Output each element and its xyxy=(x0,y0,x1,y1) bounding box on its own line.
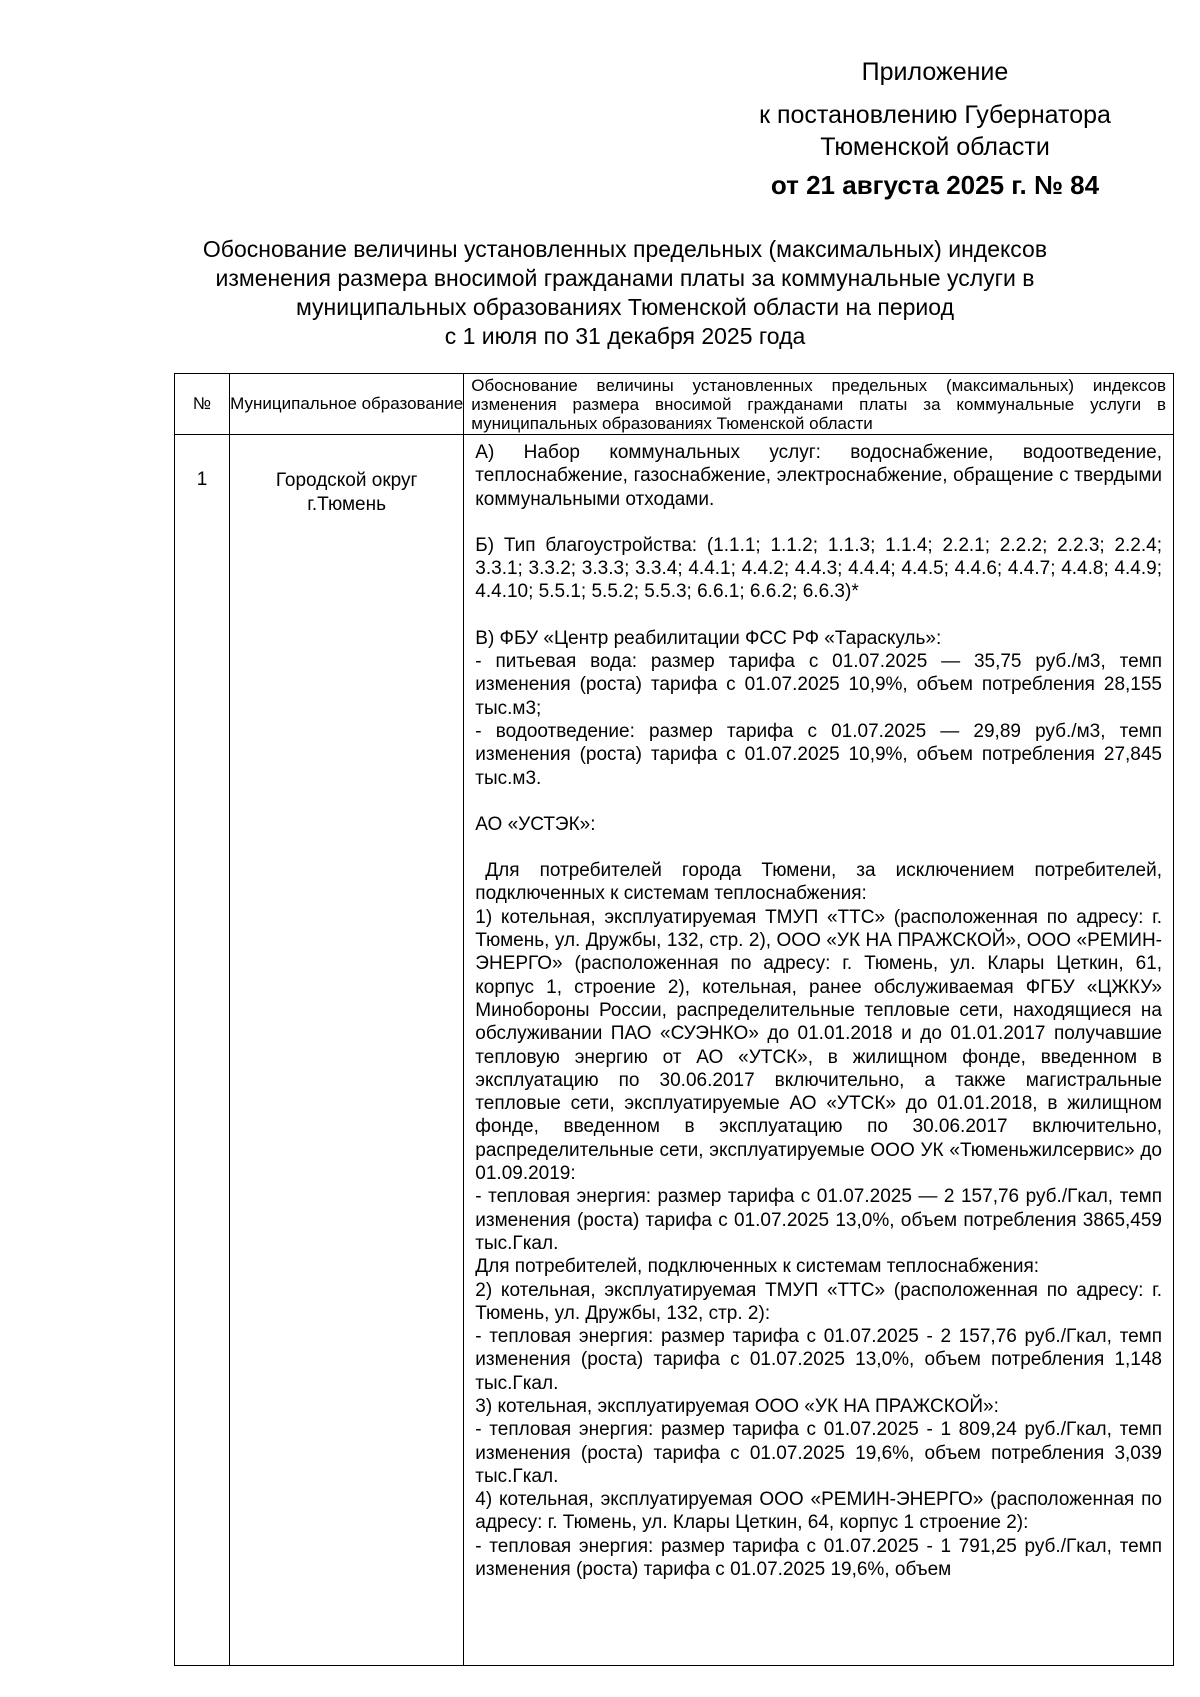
decree-reference xyxy=(700,99,1170,163)
title-line3: муниципальных образованиях Тюменской области на период xyxy=(295,294,954,320)
header-num: № xyxy=(175,374,230,435)
title-line1: Обоснование величины установленных предельных (максимальных) индексов xyxy=(202,236,1048,262)
tariff-wastewater: - водоотведение: размер тарифа с 01.07.2025 — 29,89 руб./м3, темп изменения (роста) тарифа с 01.07.2025 10,9%, объем потребления 27,845 тыс.м3. xyxy=(475,720,1162,789)
utility-services-set: А) Набор коммунальных услуг: водоснабжение, водоотведение, теплоснабжение, газоснабжение, электроснабжение, обращение с твердыми коммунальными отходами. xyxy=(475,442,1162,510)
tariff-heat-4: - тепловая энергия: размер тарифа с 01.07.2025 - 1 791,25 руб./Гкал, темп изменения (роста) тарифа с 01.07.2025 19,6%, объем xyxy=(475,1535,1162,1581)
table-row xyxy=(175,435,1174,1666)
title-line4: с 1 июля по 31 декабря 2025 года xyxy=(444,323,806,349)
provider-ustek: АО «УСТЭК»: xyxy=(475,813,596,835)
boiler-item-2: 2) котельная, эксплуатируемая ТМУП «ТТС» (расположенная по адресу: г. Тюмень, ул. Дружбы, 132, стр. 2): xyxy=(475,1279,1162,1324)
row-number: 1 xyxy=(175,435,230,1666)
header-municipality: Муниципальное образование xyxy=(230,374,464,435)
municipality-line2: г.Тюмень xyxy=(307,494,387,515)
boiler-item-3: 3) котельная, эксплуатируемая ООО «УК НА ПРАЖСКОЙ»: xyxy=(475,1395,999,1417)
document-title xyxy=(180,235,1070,351)
decree-reference-line2: Тюменской области xyxy=(820,133,1050,161)
tariff-heat-3: - тепловая энергия: размер тарифа с 01.07.2025 - 1 809,24 руб./Гкал, темп изменения (роста) тарифа с 01.07.2025 19,6%, объем потребления 3,039 тыс.Гкал. xyxy=(475,1419,1162,1487)
title-line2: изменения размера вносимой гражданами платы за коммунальные услуги в xyxy=(215,265,1035,291)
appendix-label: Приложение xyxy=(861,58,1009,86)
consumers-connected: Для потребителей, подключенных к системам теплоснабжения: xyxy=(475,1256,1040,1278)
header-justification: Обоснование величины установленных предельных (максимальных) индексов изменения размера вносимой гражданами платы за коммунальные услуги в муниципальных образованиях Тюменской области xyxy=(464,374,1174,435)
tariff-heat-2: - тепловая энергия: размер тарифа с 01.07.2025 - 2 157,76 руб./Гкал, темп изменения (роста) тарифа с 01.07.2025 13,0%, объем потребления 1,148 тыс.Гкал. xyxy=(475,1326,1162,1394)
municipality-line1: Городской округ xyxy=(275,470,418,491)
decree-date-number: от 21 августа 2025 г. № 84 xyxy=(770,170,1100,200)
improvement-types: Б) Тип благоустройства: (1.1.1; 1.1.2; 1.1.3; 1.1.4; 2.2.1; 2.2.2; 2.2.3; 2.2.4; 3.3.1; 3.3.2; 3.3.3; 3.3.4; 4.4.1; 4.4.2; 4.4.3; 4.4.4; 4.4.5; 4.4.6; 4.4.7; 4.4.8; 4.4.9; 4.4.10; 5.5.1; 5.5.2; 5.5.3; 6.6.1; 6.6.2; 6.6.3)* xyxy=(475,534,1162,603)
boiler-item-1: 1) котельная, эксплуатируемая ТМУП «ТТС» (расположенная по адресу: г. Тюмень, ул. Дружбы, 132, стр. 2), ООО «УК НА ПРАЖСКОЙ», ООО «РЕМИН-ЭНЕРГО» (расположенная по адресу: г. Тюмень, ул. Клары Цеткин, 61, корпус 1, строение 2), котельная, ранее обслуживаемая ФГБУ «ЦЖКУ» Минобороны России, распределительные тепловые сети, находящиеся на обслуживании ПАО «СУЭНКО» до 01.01.2018 и до 01.01.2017 получавшие тепловую энергию от АО «УТСК», в жилищном фонде, введенном в эксплуатацию по 30.06.2017 включительно, а также магистральные тепловые сети, эксплуатируемые АО «УТСК» до 01.01.2018, в жилищном фонде, введенном в эксплуатацию по 30.06.2017 включительно, распределительные сети, эксплуатируемые ООО УК «Тюменьжилсервис» до 01.09.2019: xyxy=(475,906,1162,1185)
decree-reference-line1: к постановлению Губернатора xyxy=(759,101,1111,129)
row-municipality xyxy=(230,435,464,1666)
tariff-heat-1: - тепловая энергия: размер тарифа с 01.07.2025 — 2 157,76 руб./Гкал, темп изменения (роста) тарифа с 01.07.2025 13,0%, объем потребления 3865,459 тыс.Гкал. xyxy=(475,1186,1162,1254)
consumers-tyumen: Для потребителей города Тюмени, за исключением потребителей, подключенных к системам теплоснабжения: xyxy=(475,860,1162,905)
row-justification xyxy=(464,435,1174,1666)
justification-table xyxy=(174,373,1174,1666)
tariff-drinking-water: - питьевая вода: размер тарифа с 01.07.2025 — 35,75 руб./м3, темп изменения (роста) тарифа с 01.07.2025 10,9%, объем потребления 28,155 тыс.м3; xyxy=(475,651,1162,719)
table-header-row xyxy=(175,374,1174,435)
boiler-item-4: 4) котельная, эксплуатируемая ООО «РЕМИН-ЭНЕРГО» (расположенная по адресу: г. Тюмень, ул. Клары Цеткин, 64, корпус 1 строение 2): xyxy=(475,1489,1162,1534)
provider-taraskul: В) ФБУ «Центр реабилитации ФСС РФ «Тараскуль»: xyxy=(475,627,942,649)
